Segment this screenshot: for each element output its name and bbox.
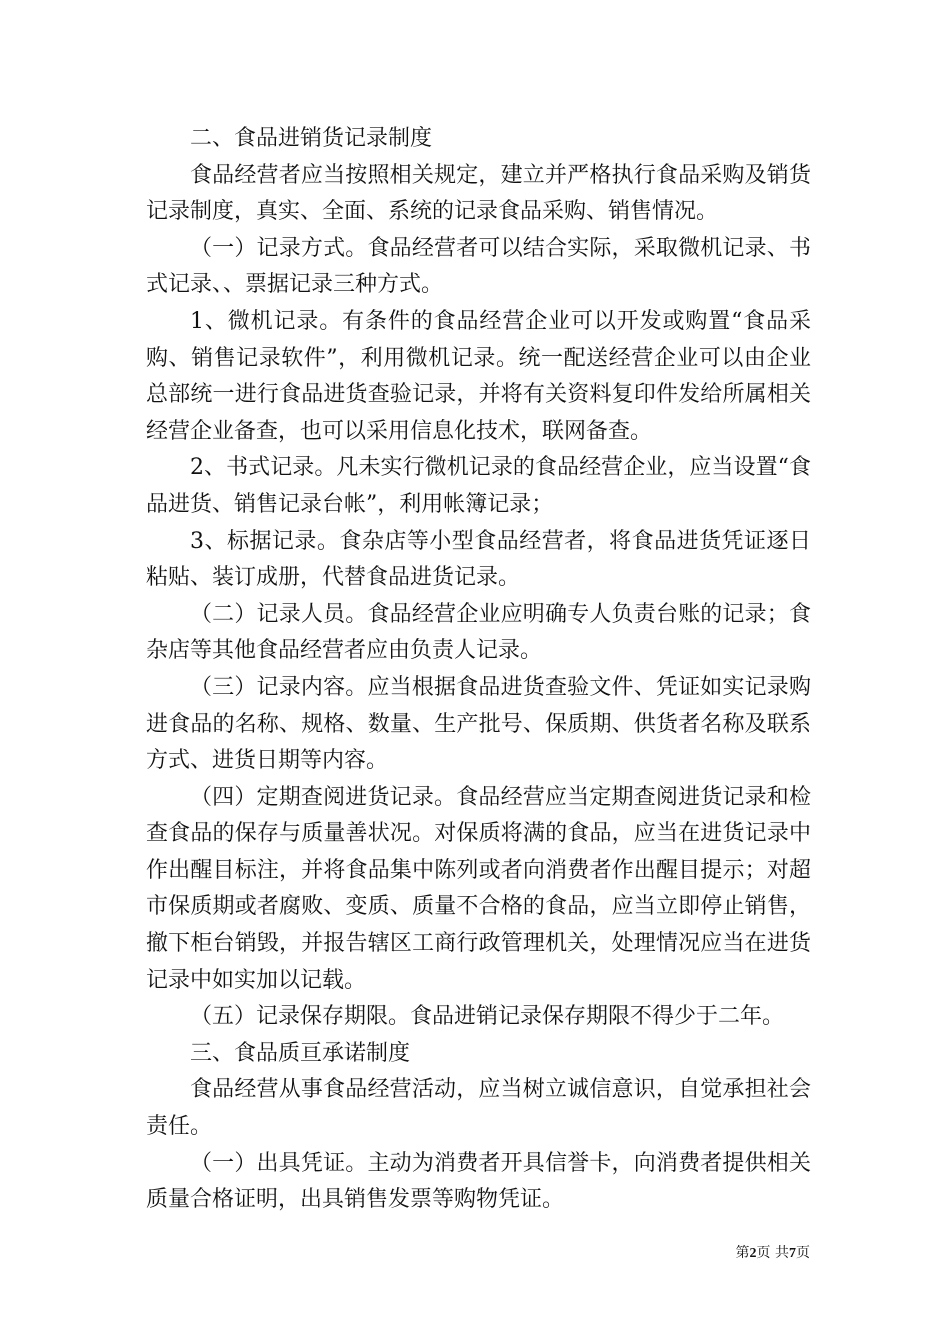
total-pages-number: 7 [789,1246,796,1261]
footer-suffix: 页 [796,1245,810,1261]
document-body [146,121,811,1219]
paragraph: 食品经营从事食品经营活动，应当树立诚信意识，自觉承担社会责任。 [146,1077,811,1140]
paragraph: 食品经营者应当按照相关规定，建立并严格执行食品采购及销货记录制度，真实、全面、系统的记录食品采购、销售情况。 [146,162,811,225]
paragraph: （一）记录方式。食品经营者可以结合实际，采取微机记录、书式记录、、票据记录三种方式。 [146,235,811,298]
paragraph: （五）记录保存期限。食品进销记录保存期限不得少于二年。 [190,1004,785,1030]
page-number-footer [700,1244,810,1263]
current-page-number: 2 [749,1246,757,1261]
paragraph: （四）定期查阅进货记录。食品经营应当定期查阅进货记录和检查食品的保存与质量善状况。对保质将满的食品，应当在进货记录中作出醒目标注，并将食品集中陈列或者向消费者作出醒目提示；对超市保质期或者腐败、变质、质量不合格的食品，应当立即停止销售，撤下柜台销毁，并报告辖区工商行政管理机关，处理情况应当在进货记录中如实加以记载。 [146,784,811,993]
paragraph: 2、书式记录。凡未实行微机记录的食品经营企业，应当设置“食品进货、销售记录台帐”，利用帐簿记录； [146,455,811,517]
section-heading-2: 二、食品进销货记录制度 [190,126,433,151]
paragraph: （二）记录人员。食品经营企业应明确专人负责台账的记录；食杂店等其他食品经营者应由负责人记录。 [146,601,811,664]
footer-prefix: 第 [735,1245,750,1261]
paragraph: （三）记录内容。应当根据食品进货查验文件、凭证如实记录购进食品的名称、规格、数量、生产批号、保质期、供货者名称及联系方式、进货日期等内容。 [146,674,811,774]
paragraph: 1、微机记录。有条件的食品经营企业可以开发或购置“食品采购、销售记录软件”，利用微机记录。统一配送经营企业可以由企业总部统一进行食品进货查验记录，并将有关资料复印件发给所属相关经营企业备查，也可以采用信息化技术，联网备查。 [146,308,811,444]
footer-middle: 页 共 [756,1245,789,1261]
section-heading-3: 三、食品质亘承诺制度 [190,1040,411,1066]
paragraph: （一）出具凭证。主动为消费者开具信誉卡，向消费者提供相关质量合格证明，出具销售发票等购物凭证。 [146,1150,811,1213]
paragraph: 3、标据记录。食杂店等小型食品经营者，将食品进货凭证逐日粘贴、装订成册，代替食品进货记录。 [146,528,811,591]
